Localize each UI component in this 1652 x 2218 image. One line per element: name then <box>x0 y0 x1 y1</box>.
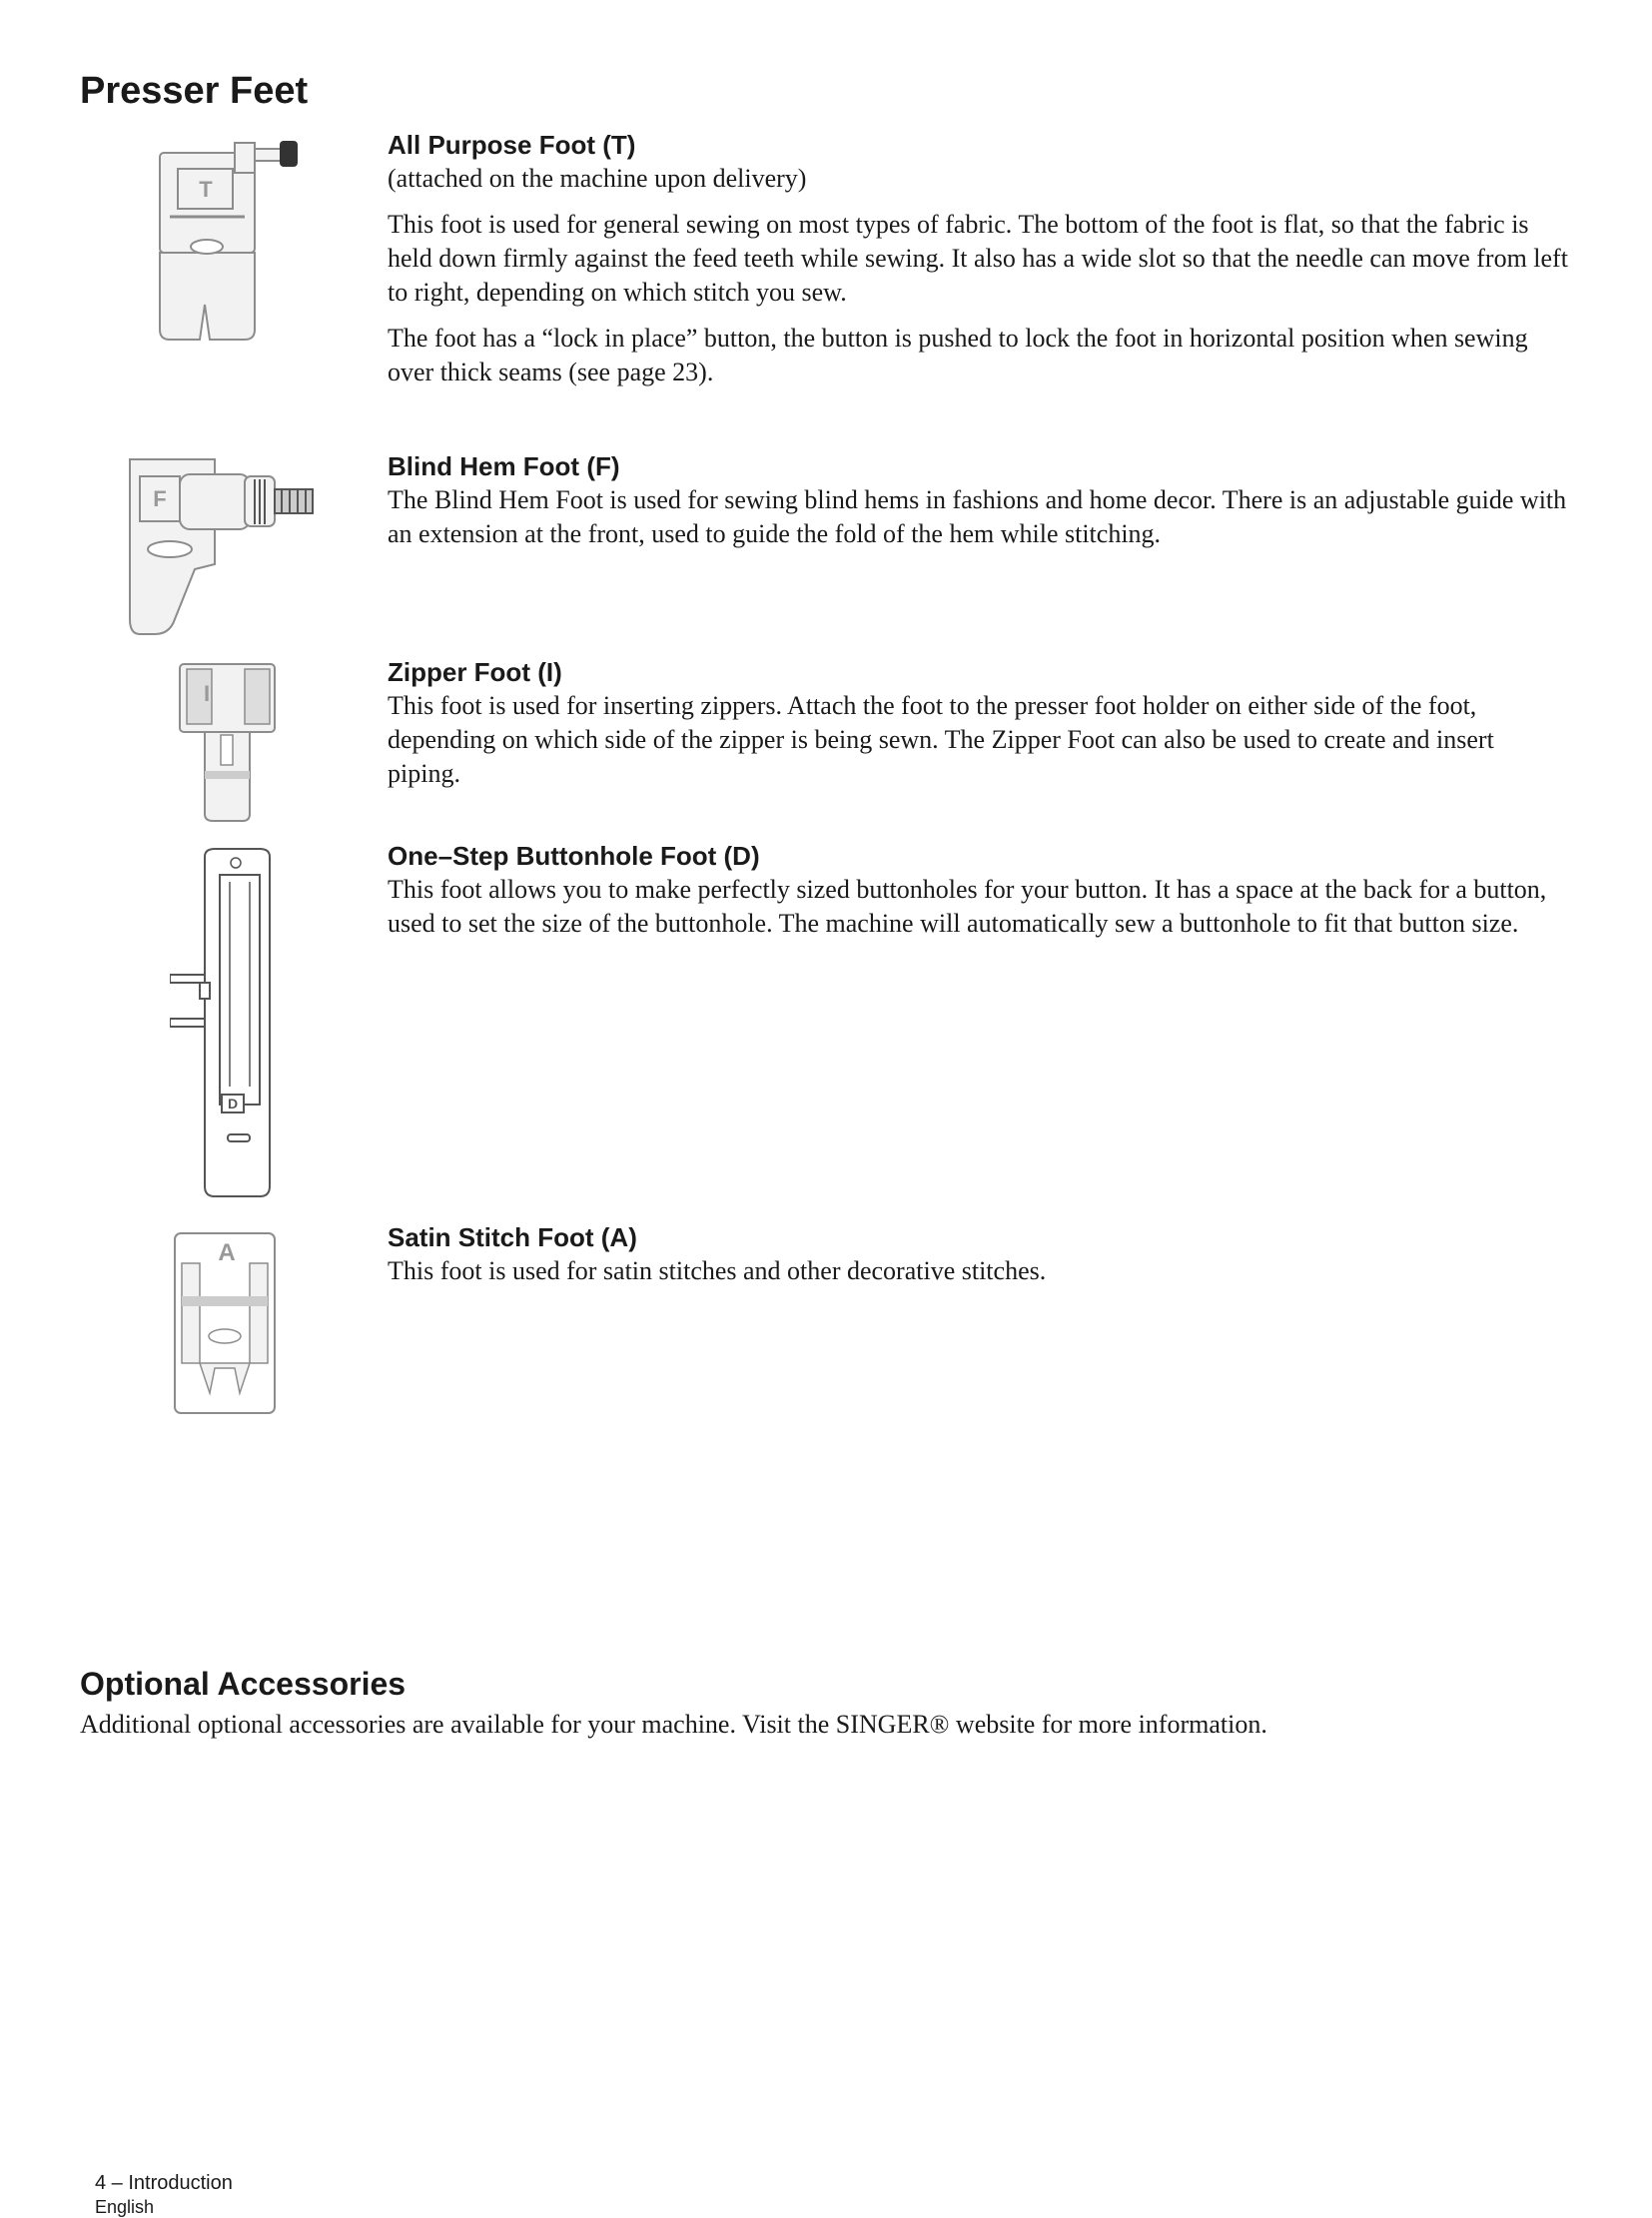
item-paragraph: The Blind Hem Foot is used for sewing blind hems in fashions and home decor. There is an adjustable guide with an extension at the front, used to guide the fold of the hem while stitching. <box>388 485 1567 548</box>
item-paragraph: This foot is used for satin stitches and other decorative stitches. <box>388 1256 1047 1285</box>
presser-foot-zipper <box>388 655 1571 803</box>
satin-stitch-foot-icon <box>170 1228 280 1418</box>
page-title: Presser Feet <box>80 70 309 112</box>
item-title: One–Step Buttonhole Foot (D) <box>388 841 760 871</box>
buttonhole-foot-icon <box>170 847 285 1201</box>
section-body: Additional optional accessories are available for your machine. Visit the SINGER® website for more information. <box>80 1710 1267 1739</box>
foot-letter: T <box>199 177 213 202</box>
item-title: Zipper Foot (I) <box>388 657 562 687</box>
page-footer-language: English <box>95 2197 155 2217</box>
item-paragraph: This foot is used for general sewing on most types of fabric. The bottom of the foot is flat, so that the fabric is held down firmly against the feed teeth while sewing. It also has a wide slot so that the needle can move from left to right, depending on which stitch you sew. <box>388 210 1568 307</box>
item-paragraph: This foot is used for inserting zippers. Attach the foot to the presser foot holder on either side of the foot, depending on which side of the zipper is being sewn. The Zipper Foot can also be used to create and insert piping. <box>388 691 1494 788</box>
presser-foot-blind-hem <box>388 449 1571 563</box>
foot-letter: I <box>203 681 211 706</box>
all-purpose-foot-icon <box>150 135 310 345</box>
item-title: All Purpose Foot (T) <box>388 130 636 160</box>
presser-foot-all-purpose <box>388 128 1571 401</box>
item-title: Blind Hem Foot (F) <box>388 451 620 481</box>
item-paragraph: The foot has a “lock in place” button, the button is pushed to lock the foot in horizontal position when sewing over thick seams (see page 23). <box>388 324 1528 386</box>
item-title: Satin Stitch Foot (A) <box>388 1222 637 1252</box>
foot-letter: D <box>227 1096 239 1111</box>
foot-letter: F <box>153 486 167 511</box>
page-footer-number: 4 – Introduction <box>95 2172 233 2194</box>
blind-hem-foot-icon <box>120 454 330 639</box>
section-title: Optional Accessories <box>80 1666 407 1702</box>
presser-foot-satin-stitch <box>388 1220 1571 1300</box>
item-subtitle: (attached on the machine upon delivery) <box>388 164 807 193</box>
presser-foot-buttonhole <box>388 839 1571 953</box>
foot-letter: A <box>218 1239 236 1266</box>
zipper-foot-icon <box>175 659 285 824</box>
item-paragraph: This foot allows you to make perfectly sized buttonholes for your button. It has a space at the back for a button, used to set the size of the buttonhole. The machine will automatically sew a buttonhole to fit that button size. <box>388 875 1547 938</box>
